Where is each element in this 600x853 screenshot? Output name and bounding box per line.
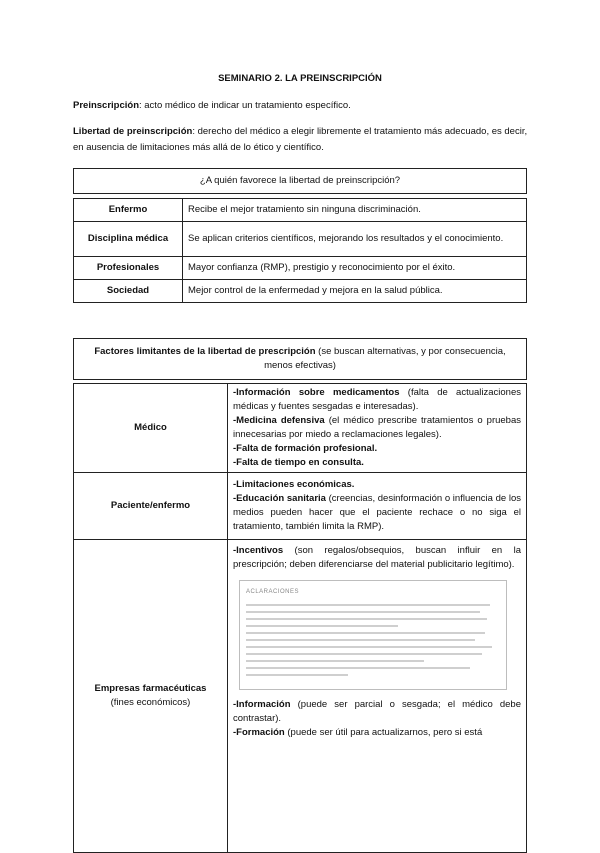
favor-table-title: ¿A quién favorece la libertad de preinscripción?	[74, 169, 527, 194]
row-label-empresas	[74, 540, 228, 853]
table-row	[74, 222, 527, 257]
row-sublabel: (fines económicos)	[110, 697, 191, 708]
factor-item: -Falta de tiempo en consulta.	[233, 457, 364, 468]
factor-item: -Medicina defensiva (el médico prescribe tratamientos o pruebas innecesarias por miedo a reclamaciones legales).	[233, 415, 521, 440]
row-label: Profesionales	[74, 257, 183, 280]
embedded-note-heading: ACLARACIONES	[246, 589, 300, 595]
row-text: Mayor confianza (RMP), prestigio y reconocimiento por el éxito.	[183, 257, 527, 280]
row-label: Paciente/enfermo	[74, 473, 228, 540]
factor-item: -Incentivos (son regalos/obsequios, buscan influir en la prescripción; deben diferenciarse del material publicitario legítimo).	[233, 545, 521, 570]
definition-libertad	[73, 124, 533, 156]
row-label: Médico	[74, 384, 228, 473]
factor-item: -Limitaciones económicas.	[233, 479, 355, 490]
table-row	[74, 384, 527, 473]
factors-table	[73, 383, 527, 853]
table-row	[74, 257, 527, 280]
embedded-note-image	[239, 580, 507, 690]
factors-table-header	[73, 338, 527, 380]
definition-term: Libertad de preinscripción	[73, 126, 193, 137]
row-label: Disciplina médica	[74, 222, 183, 257]
definition-text: : acto médico de indicar un tratamiento específico.	[139, 100, 351, 111]
table-row	[74, 473, 527, 540]
factors-title-bold: Factores limitantes de la libertad de prescripción	[94, 346, 316, 357]
row-label: Sociedad	[74, 280, 183, 303]
factor-item: -Falta de formación profesional.	[233, 443, 378, 454]
factor-item: -Educación sanitaria (creencias, desinformación o influencia de los medios pueden hacer que el paciente rechace o no siga el tratamiento, también limita la RMP).	[233, 493, 521, 532]
definition-text: : derecho del médico a elegir libremente el tratamiento más adecuado, es decir, en ausencia de limitaciones más allá de lo ético y científico.	[73, 126, 528, 153]
row-label: Empresas farmacéuticas	[94, 683, 207, 694]
row-label: Enfermo	[74, 199, 183, 222]
row-text: Se aplican criterios científicos, mejorando los resultados y el conocimiento.	[183, 222, 527, 257]
empresas-factors	[228, 540, 527, 853]
factor-item: -Formación (puede ser útil para actualizarnos, pero si está	[233, 727, 483, 738]
definition-preinscripcion	[73, 98, 533, 114]
definition-term: Preinscripción	[73, 100, 139, 111]
table-row	[74, 199, 527, 222]
medico-factors	[228, 384, 527, 473]
factor-item: -Información (puede ser parcial o sesgada; el médico debe contrastar).	[233, 699, 521, 724]
factors-title-rest: (se buscan alternativas, y por consecuencia, menos efectivas)	[264, 346, 506, 371]
favor-table-header	[73, 168, 527, 194]
row-text: Mejor control de la enfermedad y mejora en la salud pública.	[183, 280, 527, 303]
favor-table	[73, 198, 527, 303]
table-row	[74, 280, 527, 303]
factors-table-title	[74, 339, 527, 380]
table-row	[74, 540, 527, 853]
page-title: SEMINARIO 2. LA PREINSCRIPCIÓN	[218, 73, 382, 84]
paciente-factors	[228, 473, 527, 540]
row-text: Recibe el mejor tratamiento sin ninguna discriminación.	[183, 199, 527, 222]
factor-item: -Información sobre medicamentos (falta de actualizaciones médicas y fuentes sesgadas e interesadas).	[233, 387, 522, 412]
